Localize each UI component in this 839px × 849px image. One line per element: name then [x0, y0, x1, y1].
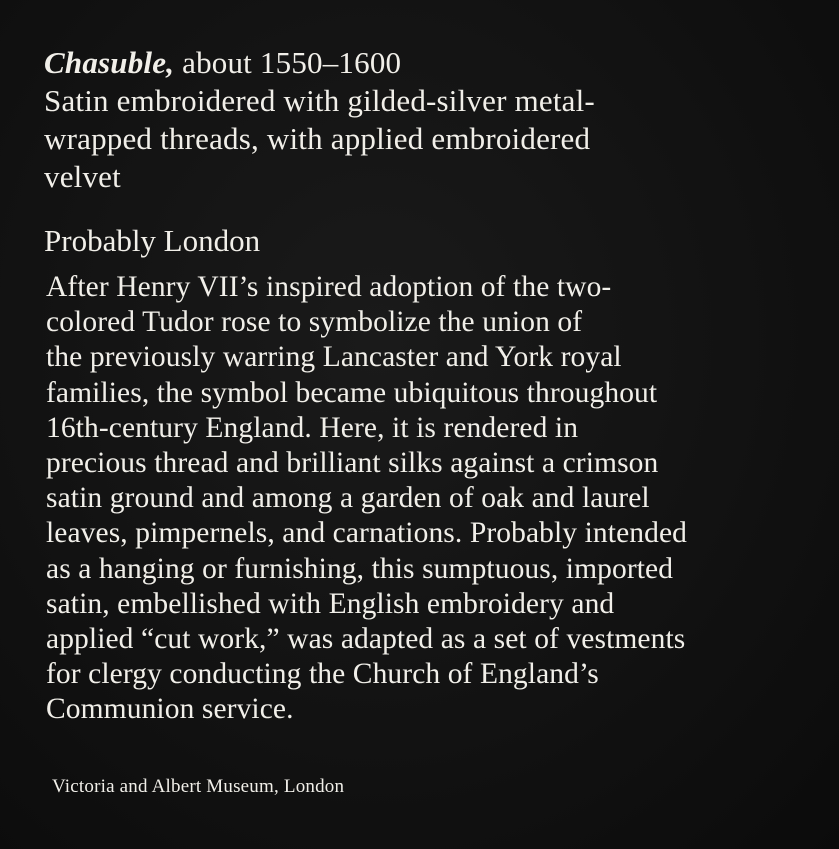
description-line: for clergy conducting the Church of England’s [46, 658, 599, 691]
description-line: as a hanging or furnishing, this sumptuous, imported [46, 552, 674, 585]
description-line: satin, embellished with English embroidery and [46, 587, 615, 620]
description-line: applied “cut work,” was adapted as a set of vestments [46, 623, 686, 656]
description-line: 16th-century England. Here, it is rendered in [46, 411, 579, 444]
credit-line: Victoria and Albert Museum, London [52, 776, 345, 797]
description-line: families, the symbol became ubiquitous throughout [46, 376, 658, 409]
object-title: Chasuble, [44, 45, 175, 80]
description-line: colored Tudor rose to symbolize the union of [46, 306, 583, 339]
medium-line: Satin embroidered with gilded-silver metal- [44, 83, 595, 118]
description-line: the previously warring Lancaster and York royal [46, 341, 622, 374]
description-text [46, 270, 816, 728]
medium-line: velvet [44, 159, 121, 194]
object-header [44, 44, 804, 196]
object-origin: Probably London [44, 223, 261, 258]
description-line: satin ground and among a garden of oak and laurel [46, 482, 650, 515]
object-date: about 1550–1600 [174, 45, 402, 80]
description-line: After Henry VII’s inspired adoption of the two- [46, 271, 612, 303]
description-line: Communion service. [46, 693, 294, 726]
medium-line: wrapped threads, with applied embroidered [44, 121, 591, 156]
title-line [44, 44, 804, 82]
description-line: precious thread and brilliant silks against a crimson [46, 447, 659, 480]
description-line: leaves, pimpernels, and carnations. Probably intended [46, 517, 688, 550]
